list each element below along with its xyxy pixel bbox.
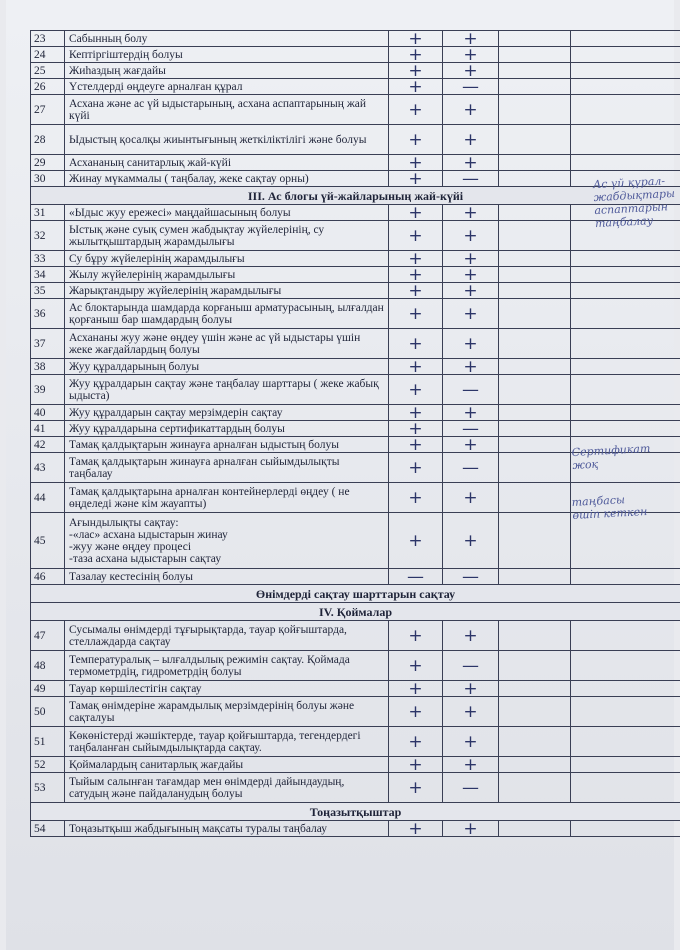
- mark-check-2: +: [443, 251, 499, 267]
- mark-check-2: +: [443, 697, 499, 727]
- notes-cell: [571, 267, 680, 283]
- empty-cell: [499, 205, 571, 221]
- section-row-warehouses: [31, 603, 680, 621]
- empty-cell: [499, 453, 571, 483]
- row-number: 45: [31, 513, 65, 569]
- empty-cell: [499, 299, 571, 329]
- mark-check-2: +: [443, 329, 499, 359]
- mark-check-1: +: [389, 171, 443, 187]
- row-number: 32: [31, 221, 65, 251]
- checklist-row: [31, 267, 680, 283]
- mark-check-1: +: [389, 221, 443, 251]
- section-row-refrigerators: [31, 803, 680, 821]
- empty-cell: [499, 421, 571, 437]
- empty-cell: [499, 483, 571, 513]
- mark-check-1: +: [389, 437, 443, 453]
- checklist-row: [31, 205, 680, 221]
- empty-cell: [499, 283, 571, 299]
- mark-check-1: +: [389, 95, 443, 125]
- checklist-row: [31, 405, 680, 421]
- section-heading: Өнімдерді сақтау шарттарын сақтау: [31, 585, 680, 603]
- checklist-row: [31, 727, 680, 757]
- mark-check-1: +: [389, 821, 443, 837]
- mark-check-1: +: [389, 205, 443, 221]
- notes-cell: [571, 329, 680, 359]
- notes-cell: [571, 251, 680, 267]
- row-number: 39: [31, 375, 65, 405]
- row-criterion: Жинау мүкаммалы ( таңбалау, жеке сақтау орны): [65, 171, 389, 187]
- mark-check-2: +: [443, 95, 499, 125]
- notes-cell: [571, 375, 680, 405]
- mark-check-2: —: [443, 375, 499, 405]
- row-criterion: Жиһаздың жағдайы: [65, 63, 389, 79]
- notes-cell: [571, 79, 680, 95]
- checklist-row: [31, 821, 680, 837]
- checklist-row: [31, 125, 680, 155]
- row-criterion: Асхананы жуу және өңдеу үшін және ас үй ыдыстары үшін жеке жағдайлардың болуы: [65, 329, 389, 359]
- checklist-row: [31, 79, 680, 95]
- mark-check-2: +: [443, 299, 499, 329]
- checklist-sheet: [6, 0, 674, 950]
- mark-check-2: +: [443, 359, 499, 375]
- mark-check-1: +: [389, 283, 443, 299]
- mark-check-1: +: [389, 251, 443, 267]
- empty-cell: [499, 773, 571, 803]
- mark-check-1: +: [389, 375, 443, 405]
- mark-check-2: +: [443, 483, 499, 513]
- checklist-row: [31, 251, 680, 267]
- row-criterion: Ас блоктарында шамдарда корғаныш арматурасының, ылғалдан қорғаныш бар шамдардың болуы: [65, 299, 389, 329]
- mark-check-2: +: [443, 681, 499, 697]
- checklist-row: [31, 47, 680, 63]
- notes-cell: [571, 727, 680, 757]
- mark-check-1: +: [389, 31, 443, 47]
- row-number: 25: [31, 63, 65, 79]
- mark-check-2: +: [443, 155, 499, 171]
- row-number: 27: [31, 95, 65, 125]
- mark-check-2: —: [443, 453, 499, 483]
- row-criterion: Жуу құралдарына сертификаттардың болуы: [65, 421, 389, 437]
- row-criterion: Қоймалардың санитарлық жағдайы: [65, 757, 389, 773]
- mark-check-1: +: [389, 421, 443, 437]
- empty-cell: [499, 171, 571, 187]
- section-heading: Тоңазытқыштар: [31, 803, 680, 821]
- mark-check-2: +: [443, 267, 499, 283]
- row-criterion: Тоңазытқыш жабдығының мақсаты туралы таңбалау: [65, 821, 389, 837]
- section-heading: IV. Қоймалар: [31, 603, 680, 621]
- mark-check-2: +: [443, 821, 499, 837]
- empty-cell: [499, 267, 571, 283]
- checklist-table: [30, 30, 680, 837]
- empty-cell: [499, 95, 571, 125]
- empty-cell: [499, 375, 571, 405]
- mark-check-1: +: [389, 513, 443, 569]
- row-number: 29: [31, 155, 65, 171]
- checklist-row: [31, 171, 680, 187]
- row-number: 41: [31, 421, 65, 437]
- mark-check-2: +: [443, 47, 499, 63]
- empty-cell: [499, 251, 571, 267]
- notes-cell: [571, 47, 680, 63]
- row-number: 30: [31, 171, 65, 187]
- checklist-row: [31, 651, 680, 681]
- notes-cell: [571, 697, 680, 727]
- row-number: 40: [31, 405, 65, 421]
- notes-cell: [571, 569, 680, 585]
- checklist-row: [31, 359, 680, 375]
- checklist-body: [31, 31, 680, 837]
- row-number: 46: [31, 569, 65, 585]
- row-number: 51: [31, 727, 65, 757]
- row-number: 24: [31, 47, 65, 63]
- mark-check-1: +: [389, 681, 443, 697]
- row-number: 37: [31, 329, 65, 359]
- empty-cell: [499, 221, 571, 251]
- row-criterion: Асхананың санитарлық жай-күйі: [65, 155, 389, 171]
- mark-check-2: +: [443, 205, 499, 221]
- mark-check-1: +: [389, 651, 443, 681]
- mark-check-2: +: [443, 63, 499, 79]
- empty-cell: [499, 47, 571, 63]
- mark-check-1: +: [389, 483, 443, 513]
- mark-check-2: —: [443, 421, 499, 437]
- row-criterion: Ағындылықты сақтау: -«лас» асхана ыдыстарын жинау -жуу және өңдеу процесі -таза асхана ыдыстарын сақтау: [65, 513, 389, 569]
- row-criterion: Тамақ қалдықтарына арналған контейнерлерді өңдеу ( не өңделеді және кім жауапты): [65, 483, 389, 513]
- checklist-row: [31, 375, 680, 405]
- row-number: 38: [31, 359, 65, 375]
- mark-check-2: +: [443, 437, 499, 453]
- mark-check-2: +: [443, 283, 499, 299]
- empty-cell: [499, 569, 571, 585]
- mark-check-1: +: [389, 359, 443, 375]
- section-row-kitchen: [31, 187, 680, 205]
- mark-check-1: +: [389, 773, 443, 803]
- empty-cell: [499, 681, 571, 697]
- row-criterion: Сусымалы өнімдерді тұғырықтарда, тауар қойғыштарда, стеллаждарда сақтау: [65, 621, 389, 651]
- section-row-storage-conditions: [31, 585, 680, 603]
- mark-check-2: +: [443, 405, 499, 421]
- mark-check-1: +: [389, 299, 443, 329]
- row-criterion: Тыйым салынған тағамдар мен өнімдерді дайындаудың, сатудың және пайдаланудың болуы: [65, 773, 389, 803]
- row-number: 50: [31, 697, 65, 727]
- mark-check-2: —: [443, 569, 499, 585]
- row-number: 44: [31, 483, 65, 513]
- mark-check-1: +: [389, 453, 443, 483]
- empty-cell: [499, 651, 571, 681]
- row-criterion: Тамақ өнімдеріне жарамдылық мерзімдерінің болуы және сақталуы: [65, 697, 389, 727]
- empty-cell: [499, 513, 571, 569]
- row-number: 52: [31, 757, 65, 773]
- mark-check-2: +: [443, 31, 499, 47]
- notes-cell: [571, 757, 680, 773]
- mark-check-2: —: [443, 79, 499, 95]
- mark-check-2: +: [443, 513, 499, 569]
- notes-cell: [571, 359, 680, 375]
- row-criterion: Температуралық – ылғалдылық режимін сақтау. Қоймада термометрдің, гидрометрдің болуы: [65, 651, 389, 681]
- row-number: 31: [31, 205, 65, 221]
- mark-check-2: —: [443, 651, 499, 681]
- row-number: 43: [31, 453, 65, 483]
- row-number: 53: [31, 773, 65, 803]
- mark-check-1: +: [389, 79, 443, 95]
- mark-check-1: +: [389, 267, 443, 283]
- notes-cell: [571, 621, 680, 651]
- row-criterion: Жуу құралдарын сақтау және таңбалау шарттары ( жеке жабық ыдыста): [65, 375, 389, 405]
- row-criterion: Тазалау кестесінің болуы: [65, 569, 389, 585]
- row-number: 47: [31, 621, 65, 651]
- mark-check-1: +: [389, 697, 443, 727]
- mark-check-1: +: [389, 727, 443, 757]
- row-criterion: Су бұру жүйелерінің жарамдылығы: [65, 251, 389, 267]
- checklist-row: [31, 697, 680, 727]
- notes-cell: [571, 155, 680, 171]
- checklist-row: [31, 155, 680, 171]
- notes-cell: [571, 95, 680, 125]
- row-number: 49: [31, 681, 65, 697]
- empty-cell: [499, 63, 571, 79]
- mark-check-1: +: [389, 47, 443, 63]
- row-criterion: Асхана және ас үй ыдыстарының, асхана аспаптарының жай күйі: [65, 95, 389, 125]
- empty-cell: [499, 437, 571, 453]
- mark-check-2: +: [443, 221, 499, 251]
- checklist-row: [31, 757, 680, 773]
- row-criterion: Тауар көршілестігін сақтау: [65, 681, 389, 697]
- notes-cell: [571, 421, 680, 437]
- empty-cell: [499, 727, 571, 757]
- empty-cell: [499, 155, 571, 171]
- row-criterion: Ыстық және суық сумен жабдықтау жүйелерінің, су жылытқыштардың жарамдылығы: [65, 221, 389, 251]
- checklist-row: [31, 299, 680, 329]
- empty-cell: [499, 697, 571, 727]
- checklist-row: [31, 681, 680, 697]
- row-number: 42: [31, 437, 65, 453]
- checklist-row: [31, 283, 680, 299]
- row-criterion: Жарықтандыру жүйелерінің жарамдылығы: [65, 283, 389, 299]
- mark-check-2: —: [443, 171, 499, 187]
- row-criterion: Көкөністерді жәшіктерде, тауар қойғыштарда, тегендердегі таңбаланған сыйымдылықтарда сақтау.: [65, 727, 389, 757]
- checklist-row: [31, 621, 680, 651]
- row-criterion: Кептіргіштердің болуы: [65, 47, 389, 63]
- checklist-row: [31, 569, 680, 585]
- empty-cell: [499, 359, 571, 375]
- empty-cell: [499, 125, 571, 155]
- handwritten-note-41: Сертификат жоқ: [571, 441, 651, 473]
- handwritten-note-30: Ас үй құрал-жабдықтары аспаптарын таңбалау: [592, 174, 676, 231]
- mark-check-2: +: [443, 621, 499, 651]
- notes-cell: [571, 405, 680, 421]
- mark-check-1: +: [389, 125, 443, 155]
- mark-check-1: +: [389, 155, 443, 171]
- handwritten-note-43: таңбасы өшіп кеткен: [571, 493, 648, 522]
- row-number: 28: [31, 125, 65, 155]
- notes-cell: [571, 821, 680, 837]
- row-criterion: Тамақ қалдықтарын жинауға арналған ыдыстың болуы: [65, 437, 389, 453]
- checklist-row: [31, 221, 680, 251]
- checklist-row: [31, 31, 680, 47]
- mark-check-1: +: [389, 757, 443, 773]
- empty-cell: [499, 329, 571, 359]
- section-heading: III. Ас блогы үй-жайларының жай-күйі: [31, 187, 680, 205]
- mark-check-1: —: [389, 569, 443, 585]
- row-number: 36: [31, 299, 65, 329]
- empty-cell: [499, 621, 571, 651]
- notes-cell: [571, 63, 680, 79]
- empty-cell: [499, 79, 571, 95]
- checklist-row: [31, 773, 680, 803]
- row-criterion: Үстелдерді өңдеуге арналған құрал: [65, 79, 389, 95]
- row-criterion: Тамақ қалдықтарын жинауға арналған сыйымдылықты таңбалау: [65, 453, 389, 483]
- row-number: 35: [31, 283, 65, 299]
- notes-cell: [571, 651, 680, 681]
- empty-cell: [499, 757, 571, 773]
- row-criterion: Сабынның болу: [65, 31, 389, 47]
- notes-cell: [571, 773, 680, 803]
- mark-check-1: +: [389, 405, 443, 421]
- mark-check-1: +: [389, 621, 443, 651]
- row-number: 34: [31, 267, 65, 283]
- mark-check-1: +: [389, 63, 443, 79]
- mark-check-2: +: [443, 125, 499, 155]
- row-criterion: «Ыдыс жуу ережесі» маңдайшасының болуы: [65, 205, 389, 221]
- notes-cell: [571, 283, 680, 299]
- notes-cell: [571, 299, 680, 329]
- mark-check-2: +: [443, 727, 499, 757]
- row-criterion: Жылу жүйелерінің жарамдылығы: [65, 267, 389, 283]
- checklist-row: [31, 421, 680, 437]
- checklist-row: [31, 95, 680, 125]
- mark-check-2: —: [443, 773, 499, 803]
- notes-cell: [571, 31, 680, 47]
- row-number: 33: [31, 251, 65, 267]
- row-number: 23: [31, 31, 65, 47]
- row-criterion: Жуу құралдарының болуы: [65, 359, 389, 375]
- mark-check-1: +: [389, 329, 443, 359]
- checklist-row: [31, 63, 680, 79]
- row-number: 48: [31, 651, 65, 681]
- row-criterion: Жуу құралдарын сақтау мерзімдерін сақтау: [65, 405, 389, 421]
- notes-cell: [571, 681, 680, 697]
- checklist-row: [31, 329, 680, 359]
- notes-cell: [571, 125, 680, 155]
- empty-cell: [499, 821, 571, 837]
- mark-check-2: +: [443, 757, 499, 773]
- row-criterion: Ыдыстың қосалқы жиынтығының жеткіліктілігі және болуы: [65, 125, 389, 155]
- row-number: 54: [31, 821, 65, 837]
- empty-cell: [499, 405, 571, 421]
- row-number: 26: [31, 79, 65, 95]
- empty-cell: [499, 31, 571, 47]
